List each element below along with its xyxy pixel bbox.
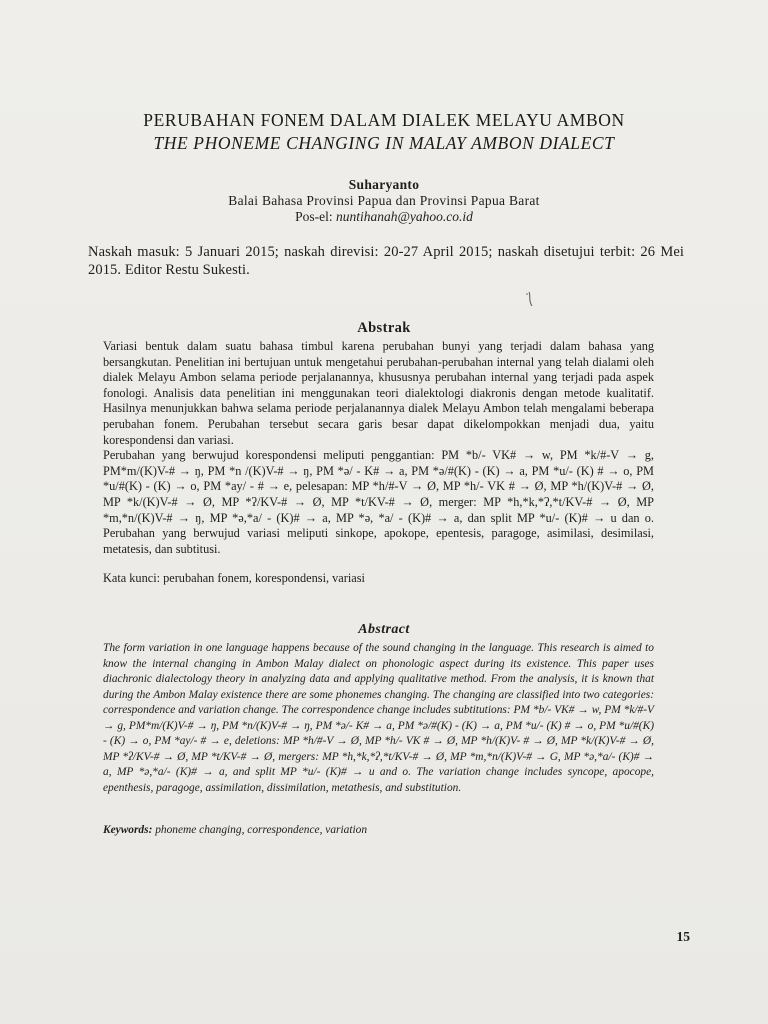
keywords-terms: phoneme changing, correspondence, variation (155, 824, 368, 836)
page-number: 15 (676, 929, 690, 944)
abstrak-paragraph-2: Perubahan yang berwujud korespondensi meliputi penggantian: PM *b/- VK# → w, PM *k/#-V → g, PM*m/(K)V-# → ŋ, PM *n /(K)V-# → ŋ, PM *ə/ - K# → a, PM *ə/#(K) - (K) → a, PM *u/- (K) # → o, PM *u/#(K) - (K) → o, PM *ay/ - # → e, pelesapan: MP *h/#-V → Ø, MP *h/- VK # → Ø, MP *h/(K)V-# → Ø, MP *k/(K)V-# → Ø, MP *ʔ/KV-# → Ø, MP *t/KV-# → Ø, merger: MP *h,*k,*ʔ,*t/KV-# → Ø, MP *m,*n/(K)V-# → ŋ, MP *ə,*a/ - (K)# → a, MP *ə, *a/ - (K)# → a, dan split MP *u/- (K)# → u dan o. Perubahan yang berwujud variasi meliputi sinkope, apokope, epentesis, paragoge, asimilasi, desimilasi, metatesis, dan subtitusi. (103, 448, 654, 556)
abstrak-heading: Abstrak (357, 320, 411, 336)
author-affiliation: Balai Bahasa Provinsi Papua dan Provinsi Papua Barat (228, 193, 540, 208)
email-address[interactable]: nuntihanah@yahoo.co.id (335, 209, 473, 224)
abstract-heading: Abstract (358, 622, 410, 637)
abstrak-paragraph-1: Variasi bentuk dalam suatu bahasa timbul karena perubahan bunyi yang terjadi dalam bahasa yang bersangkutan. Penelitian ini bertujuan untuk mengetahui perubahan-perubahan internal yang telah dialami oleh dialek Melayu Ambon selama periode perjalanannya, khususnya perubahan internal yang terjadi pada aspek fonologi. Analisis data penelitian ini menggunakan teori dialektologi diakronis dengan metode kualitatif. Hasilnya menunjukkan bahwa selama periode perjalanannya dialek Melayu Ambon telah mengalami beberapa perubahan fonem. Perubahan tersebut secara garis besar dapat dikelompokkan menjadi dua, yaitu korespondensi dan variasi. (103, 339, 654, 447)
email-label: Pos-el: (295, 209, 333, 224)
submission-dates: Naskah masuk: 5 Januari 2015; naskah direvisi: 20-27 April 2015; naskah disetujui terbit: 26 Mei 2015. Editor Restu Sukesti. (88, 244, 684, 278)
abstrak-body (103, 339, 654, 557)
title-english: THE PHONEME CHANGING IN MALAY AMBON DIALECT (153, 133, 615, 153)
keywords-label: Keywords: (103, 824, 153, 836)
pen-mark-icon (520, 290, 538, 310)
abstract-body: The form variation in one language happens because of the sound changing in the language. This research is aimed to know the internal changing in Ambon Malay dialect on phonologic aspect during its existence. This paper uses diachronic dialectology theory in analyzing data and applying qualitative method. From the analysis, it is known that during the Ambon Malay existence there are some phonemes changing. The changing are classified into two categories: correspondence and variation change. The correspondence change includes subtitutions: PM *b/- VK# → w, PM *k/#-V → g, PM*m/(K)V-# → ŋ, PM *n/(K)V-# → ŋ, PM *ə/- K# → a, PM *ə/#(K) - (K) → a, PM *u/- (K) # → o, PM *u/#(K) - (K) → o, PM *ay/- # → e, deletions: MP *h/#-V → Ø, MP *h/- VK # → Ø, MP *h/(K)V- # → Ø, MP *k/(K)V-# → Ø, MP *ʔ/KV-# → Ø, MP *t/KV-# → Ø, mergers: MP *h,*k,*ʔ,*t/KV-# → Ø, MP *m,*n/(K)V-# → G, MP *ə,*a/- (K)# → a, MP *ə,*a/- (K)# → a, and split MP *u/- (K)# → u and o. The variation change includes syncope, apocope, epenthesis, paragoge, assimilation, dissimilation, metathesis, and substitution. (103, 642, 654, 794)
author-name: Suharyanto (348, 177, 420, 192)
keywords (103, 824, 654, 836)
title-indonesian: PERUBAHAN FONEM DALAM DIALEK MELAYU AMBON (143, 110, 625, 130)
kata-kunci-label: Kata kunci: (103, 571, 161, 585)
author-email-line (0, 209, 768, 225)
kata-kunci (103, 571, 654, 587)
kata-kunci-terms: perubahan fonem, korespondensi, variasi (163, 571, 365, 585)
